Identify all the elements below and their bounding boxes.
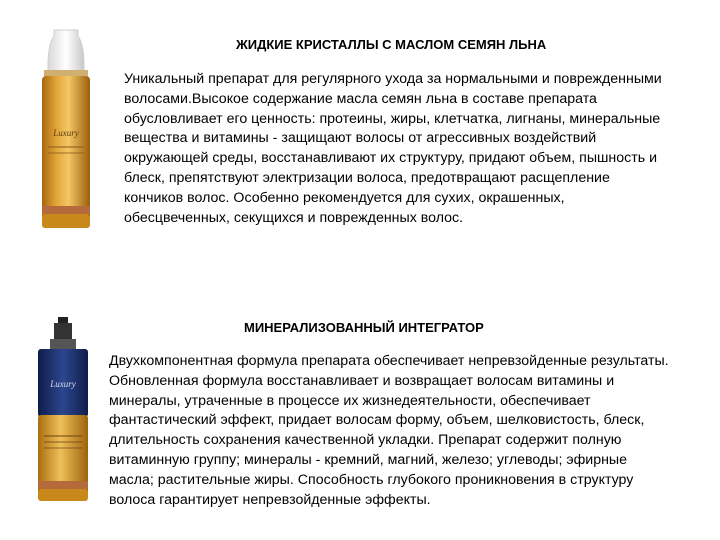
text-line: масла; растительные жиры. Способность глубокого проникновения в структуру — [109, 471, 634, 488]
section-description-mineral-integrator — [109, 352, 669, 510]
text-line: блеск, препятствуют электризации волоса, предотвращают расщепление — [124, 169, 610, 186]
text-line: Обновленная формула восстанавливает и возвращает волосам витамины и — [109, 372, 615, 389]
text-line: обусловливает его ценность: протеины, жиры, клетчатка, лигнаны, минеральные — [124, 110, 661, 127]
product-bottle-mineral-integrator — [30, 315, 96, 505]
text-line: Уникальный препарат для регулярного ухода за нормальными и поврежденными — [124, 71, 662, 87]
text-line: вещества и витамины - защищают волосы от агрессивных воздействий — [124, 130, 597, 147]
text-line: окружающей среды, восстанавливают их структуру, придают объем, пышность и — [124, 150, 657, 167]
text-line: длительность сохранения качественной укладки. Препарат содержит полную — [109, 432, 622, 449]
svg-text:Luxury: Luxury — [50, 379, 76, 389]
text-line: волоса гарантирует непревзойденные эффекты. — [109, 491, 431, 508]
bottle-brand-logo — [52, 128, 79, 138]
text-line: Двухкомпонентная формула препарата обеспечивает непревзойденные результаты. — [109, 353, 669, 369]
product-bottle-liquid-crystals — [34, 28, 98, 238]
text-line: витаминную группу; минералы - кремний, магний, железо; углеводы; эфирные — [109, 451, 628, 468]
section-title-mineral-integrator: МИНЕРАЛИЗОВАННЫЙ ИНТЕГРАТОР — [244, 320, 484, 335]
text-line: волосами.Высокое содержание масла семян льна в составе препарата — [124, 90, 597, 107]
section-title-liquid-crystals: ЖИДКИЕ КРИСТАЛЛЫ С МАСЛОМ СЕМЯН ЛЬНА — [236, 37, 547, 52]
text-line: обесцвеченных, секущихся и поврежденных волос. — [124, 209, 464, 226]
text-line: минералы, утраченные в процессе их жизнедеятельности, обеспечивает — [109, 392, 591, 409]
bottle-brand-logo — [49, 379, 76, 389]
text-line: кончиков волос. Особенно рекомендуется для сухих, окрашенных, — [124, 189, 565, 206]
section-description-liquid-crystals — [124, 70, 662, 228]
svg-text:Luxury: Luxury — [53, 128, 79, 138]
text-line: фантастический эффект, придает волосам форму, объем, шелковистость, блеск, — [109, 412, 645, 429]
